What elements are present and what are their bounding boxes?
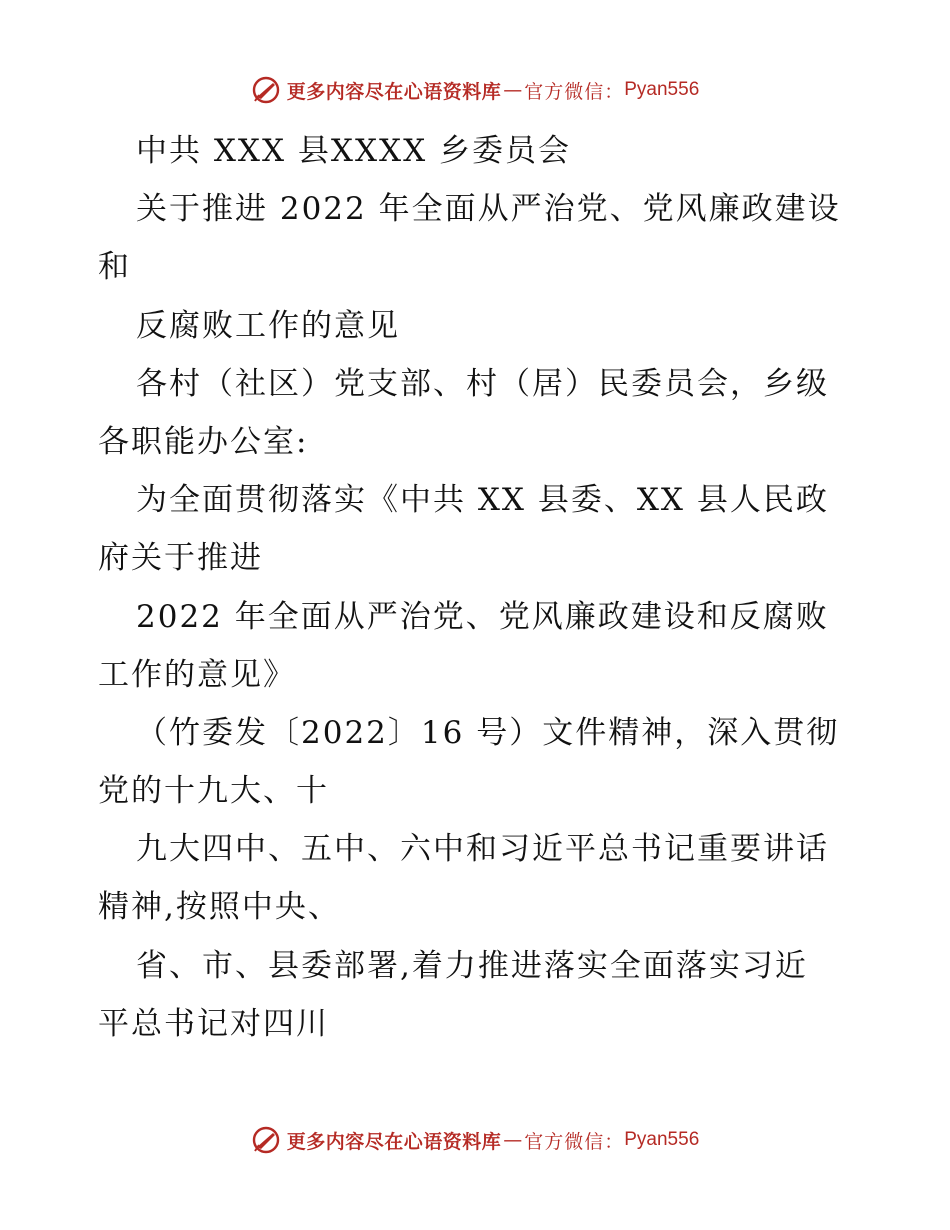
doc-line-body-3: 2022 年全面从严治党、党风廉政建设和反腐败: [136, 598, 829, 635]
watermark-wechat-handle: Pyan556: [624, 1129, 700, 1150]
doc-line-recipients-1: 各村（社区）党支部、村（居）民委员会，乡级: [136, 365, 829, 402]
watermark-wechat-label: 官方微信：: [524, 80, 625, 103]
doc-line-body-2: 府关于推进: [98, 540, 263, 577]
watermark-dash: —: [503, 1129, 523, 1151]
watermark-wechat-handle: Pyan556: [624, 79, 700, 100]
quill-circle-icon: [251, 75, 281, 105]
doc-line-title-1: 关于推进 2022 年全面从严治党、党风廉政建设: [136, 191, 841, 228]
watermark-site-text: 更多内容尽在心语资料库: [286, 80, 502, 103]
doc-line-body-4: 工作的意见》: [98, 656, 296, 693]
doc-line-body-5: （竹委发〔2022〕16 号）文件精神，深入贯彻: [136, 714, 840, 751]
doc-line-title-2: 和: [98, 249, 131, 286]
doc-line-body-1: 为全面贯彻落实《中共 XX 县委、XX 县人民政: [136, 482, 829, 519]
doc-line-title-3: 反腐败工作的意见: [136, 307, 400, 344]
doc-line-body-10: 平总书记对四川: [98, 1005, 329, 1042]
watermark-wechat-label: 官方微信：: [524, 1130, 625, 1153]
watermark-dash: —: [503, 79, 523, 101]
doc-line-body-9: 省、市、县委部署,着力推进落实全面落实习近: [136, 947, 808, 984]
doc-line-body-7: 九大四中、五中、六中和习近平总书记重要讲话: [136, 831, 829, 868]
watermark-site-text: 更多内容尽在心语资料库: [286, 1130, 502, 1153]
quill-circle-icon: [251, 1125, 281, 1155]
doc-line-body-6: 党的十九大、十: [98, 773, 329, 810]
doc-line-body-8: 精神,按照中央、: [98, 889, 341, 926]
doc-line-recipients-2: 各职能办公室:: [98, 423, 309, 460]
doc-line-org: 中共 XXX 县XXXX 乡委员会: [136, 133, 572, 169]
footer-watermark-banner: [0, 1120, 950, 1160]
header-watermark-banner: [0, 70, 950, 110]
document-body: [98, 122, 858, 1053]
